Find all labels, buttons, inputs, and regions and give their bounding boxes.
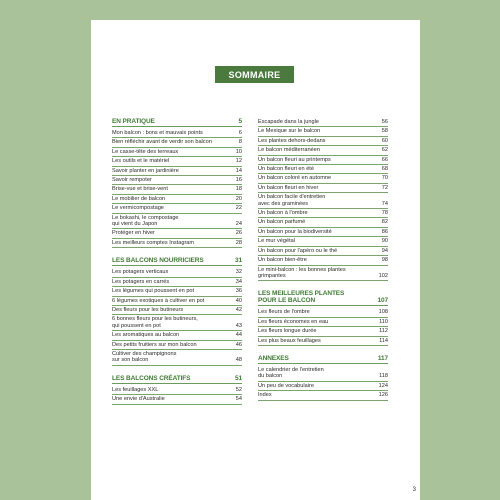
toc-entry[interactable] [258, 174, 388, 183]
toc-entry[interactable] [112, 148, 242, 157]
toc-entry[interactable] [112, 278, 242, 287]
section-heading[interactable] [112, 118, 242, 127]
section-heading-page: 117 [377, 354, 388, 362]
page-number: 3 [412, 487, 416, 493]
toc-entry-title: Les feuillages XXL [112, 386, 159, 393]
section-heading-page: 5 [238, 118, 242, 125]
toc-entry-page: 126 [378, 392, 388, 399]
section-heading[interactable] [112, 375, 242, 384]
toc-entry-page: 56 [381, 119, 388, 125]
toc-entry-page: 34 [235, 278, 242, 285]
toc-entry[interactable] [112, 138, 242, 147]
toc-entry[interactable] [112, 395, 242, 404]
toc-entry[interactable] [112, 386, 242, 395]
toc-entry-page: 14 [235, 167, 242, 174]
section-heading[interactable] [112, 257, 242, 266]
toc-entry[interactable] [112, 204, 242, 213]
toc-entry-page: 8 [238, 139, 242, 146]
section-heading-title: ANNEXES [258, 354, 289, 362]
toc-entry[interactable] [258, 127, 388, 136]
toc-entry[interactable] [112, 195, 242, 204]
section-heading-page: 51 [234, 374, 242, 382]
toc-entry[interactable] [258, 308, 388, 317]
section-heading-page: 107 [377, 297, 388, 305]
toc-entry-title: Les plus beaux feuillages [258, 337, 321, 344]
section-gap [258, 281, 388, 290]
toc-entry-page: 60 [381, 137, 388, 144]
toc-entry-title: Les plantes dehors-dedans [258, 137, 326, 144]
toc-entry-title: 6 légumes exotiques à cultiver en pot [112, 297, 205, 304]
toc-entry-title: Brise-vue et brise-vent [112, 186, 168, 193]
toc-entry-title: Cultiver des champignons sur son balcon [112, 350, 177, 364]
toc-entry-page: 66 [381, 156, 388, 163]
toc-entry-page: 42 [235, 306, 242, 313]
toc-entry-page: 108 [378, 309, 388, 316]
toc-entry-title: Les fleurs de l'ombre [258, 309, 310, 316]
toc-entry-page: 110 [379, 318, 388, 325]
toc-entry[interactable] [112, 214, 242, 230]
toc-entry-page: 98 [381, 257, 388, 264]
toc-entry-page: 114 [379, 337, 388, 344]
toc-entry-page: 118 [379, 373, 388, 380]
toc-entry-title: Un balcon à l'ombre [258, 210, 308, 217]
section-heading-page: 31 [234, 257, 242, 265]
toc-entry-title: Une envie d'Australie [112, 396, 165, 403]
toc-entry[interactable] [258, 137, 388, 146]
toc-entry-title: Le calendrier de l'entretien du balcon [258, 366, 324, 380]
toc-entry-page: 72 [381, 184, 388, 191]
toc-entry[interactable] [258, 366, 388, 382]
toc-entry-title: Des fleurs pour les butineurs [112, 306, 184, 313]
toc-entry-title: Les meilleurs comptes Instagram [112, 239, 195, 246]
toc-entry-page: 112 [379, 328, 388, 335]
toc-entry-title: Les potagers en carrés [112, 278, 170, 285]
toc-entry[interactable] [258, 184, 388, 193]
toc-entry[interactable] [112, 157, 242, 166]
toc-right-column [258, 118, 388, 401]
toc-entry-page: 40 [235, 297, 242, 304]
toc-entry-title: Le mobilier de balcon [112, 195, 166, 202]
toc-entry-page: 18 [235, 186, 242, 193]
toc-entry-title: Savoir rempoter [112, 177, 152, 184]
toc-entry[interactable] [112, 315, 242, 331]
toc-entry-page: 124 [378, 382, 388, 389]
toc-entry-title: Le mur végétal [258, 238, 296, 245]
toc-entry-page: 20 [235, 195, 242, 202]
toc-entry[interactable] [258, 193, 388, 209]
page-title: SOMMAIRE [215, 66, 294, 83]
toc-entry-title: Le balcon méditerranéen [258, 147, 320, 154]
toc-entry-page: 44 [235, 332, 242, 339]
toc-entry[interactable] [112, 287, 242, 296]
toc-entry-title: Bien réfléchir avant de verdir son balcon [112, 139, 212, 146]
toc-entry-page: 58 [381, 128, 388, 135]
toc-entry[interactable] [112, 268, 242, 277]
section-heading-title: LES BALCONS CRÉATIFS [112, 374, 191, 382]
toc-entry[interactable] [258, 247, 388, 256]
book-page [91, 20, 420, 500]
toc-entry[interactable] [258, 165, 388, 174]
toc-entry-page: 82 [381, 219, 388, 226]
toc-entry[interactable] [112, 331, 242, 340]
toc-entry-title: Un balcon pour la biodiversité [258, 228, 332, 235]
section-heading-title: EN PRATIQUE [112, 118, 155, 125]
toc-entry-title: Les aromatiques au balcon [112, 332, 180, 339]
toc-entry[interactable] [258, 337, 388, 346]
toc-entry[interactable] [112, 229, 242, 238]
toc-entry-title: Savoir planter en jardinière [112, 167, 179, 174]
toc-entry-title: Un peu de vocabulaire [258, 382, 314, 389]
toc-entry-page: 94 [381, 247, 388, 254]
toc-entry[interactable] [258, 228, 388, 237]
toc-entry[interactable] [112, 341, 242, 350]
toc-entry[interactable] [258, 256, 388, 265]
toc-entry-title: Un balcon pour l'apéro ou le thé [258, 247, 338, 254]
toc-entry-title: Escapade dans la jungle [258, 119, 319, 125]
toc-entry-title: Un balcon facile d'entretien avec des graminées [258, 194, 326, 207]
toc-entry-title: Le vermicompostage [112, 205, 164, 212]
toc-entry-page: 36 [235, 288, 242, 295]
toc-entry-title: Le mini-balcon : les bonnes plantes grimpantes [258, 266, 346, 279]
toc-entry-page: 24 [235, 221, 242, 228]
toc-entry[interactable] [112, 129, 242, 138]
toc-entry[interactable] [112, 297, 242, 306]
toc-entry-page: 28 [235, 239, 242, 246]
toc-entry-page: 12 [235, 158, 242, 165]
toc-left-column [112, 118, 242, 405]
toc-entry[interactable] [258, 237, 388, 246]
toc-entry-page: 32 [235, 269, 242, 276]
toc-entry-page: 26 [235, 230, 242, 237]
toc-entry-title: Le Mexique sur le balcon [258, 128, 321, 135]
toc-entry[interactable] [112, 176, 242, 185]
toc-entry-title: 6 bonnes fleurs pour les butineurs, qui poussent en pot [112, 316, 198, 329]
toc-entry-title: Un balcon fleuri au printemps [258, 156, 331, 163]
toc-entry-page: 16 [235, 177, 242, 184]
toc-entry-page: 10 [235, 148, 242, 155]
toc-entry[interactable] [112, 239, 242, 248]
toc-entry-page: 78 [381, 210, 388, 217]
toc-entry[interactable] [258, 218, 388, 227]
section-gap [112, 366, 242, 375]
toc-entry-title: Les potagers verticaux [112, 269, 169, 276]
toc-entry-title: Des petits fruitiers sur mon balcon [112, 341, 197, 348]
section-heading[interactable] [258, 290, 388, 306]
toc-entry-page: 70 [381, 175, 388, 182]
section-heading-title: LES MEILLEURES PLANTES POUR LE BALCON [258, 290, 345, 305]
toc-entry-title: Les fleurs économes en eau [258, 318, 329, 325]
toc-entry-title: Le bokashi, le compostage qui vient du Japon [112, 214, 179, 228]
section-heading-title: LES BALCONS NOURRICIERS [112, 257, 204, 265]
toc-entry-title: Index [258, 392, 272, 399]
toc-entry[interactable] [258, 266, 388, 282]
toc-entry-title: Un balcon parfumé [258, 219, 306, 226]
toc-entry[interactable] [258, 327, 388, 336]
section-heading[interactable] [258, 355, 388, 364]
toc-entry-title: Un balcon coloré en automne [258, 175, 332, 182]
toc-entry-page: 74 [381, 200, 388, 207]
toc-entry[interactable] [258, 146, 388, 155]
toc-entry[interactable] [258, 318, 388, 327]
toc-entry-title: Les légumes qui poussent en pot [112, 288, 195, 295]
toc-entry-page: 22 [235, 205, 242, 212]
toc-entry[interactable] [258, 156, 388, 165]
toc-entry-title: Le casse-tête des terreaux [112, 148, 179, 155]
toc-entry-title: Les fleurs longue durée [258, 328, 317, 335]
toc-entry[interactable] [112, 167, 242, 176]
toc-entry-title: Un balcon fleuri en hiver [258, 184, 319, 191]
toc-entry-page: 86 [381, 228, 388, 235]
toc-entry-page: 6 [238, 130, 242, 136]
toc-entry-page: 52 [235, 386, 242, 393]
toc-entry-page: 54 [235, 396, 242, 403]
toc-entry[interactable] [258, 391, 388, 400]
toc-entry-page: 43 [235, 322, 242, 329]
toc-entry-page: 68 [381, 166, 388, 173]
section-gap [258, 346, 388, 355]
section-gap [112, 248, 242, 257]
toc-entry-title: Mon balcon : bons et mauvais points [112, 130, 203, 136]
toc-entry-page: 90 [381, 238, 388, 245]
toc-entry[interactable] [258, 382, 388, 391]
toc-entry[interactable] [258, 118, 388, 127]
toc-entry-page: 46 [235, 341, 242, 348]
toc-entry[interactable] [258, 209, 388, 218]
toc-entry-title: Les outils et le matériel [112, 158, 170, 165]
toc-entry-title: Un balcon fleuri en été [258, 166, 314, 173]
toc-entry-page: 102 [378, 272, 388, 279]
toc-entry[interactable] [112, 350, 242, 366]
toc-entry-title: Un balcon bien-être [258, 257, 307, 264]
toc-entry-page: 48 [235, 357, 242, 364]
toc-entry-page: 62 [381, 147, 388, 154]
toc-entry[interactable] [112, 306, 242, 315]
toc-entry[interactable] [112, 185, 242, 194]
toc-entry-title: Protéger en hiver [112, 230, 155, 237]
